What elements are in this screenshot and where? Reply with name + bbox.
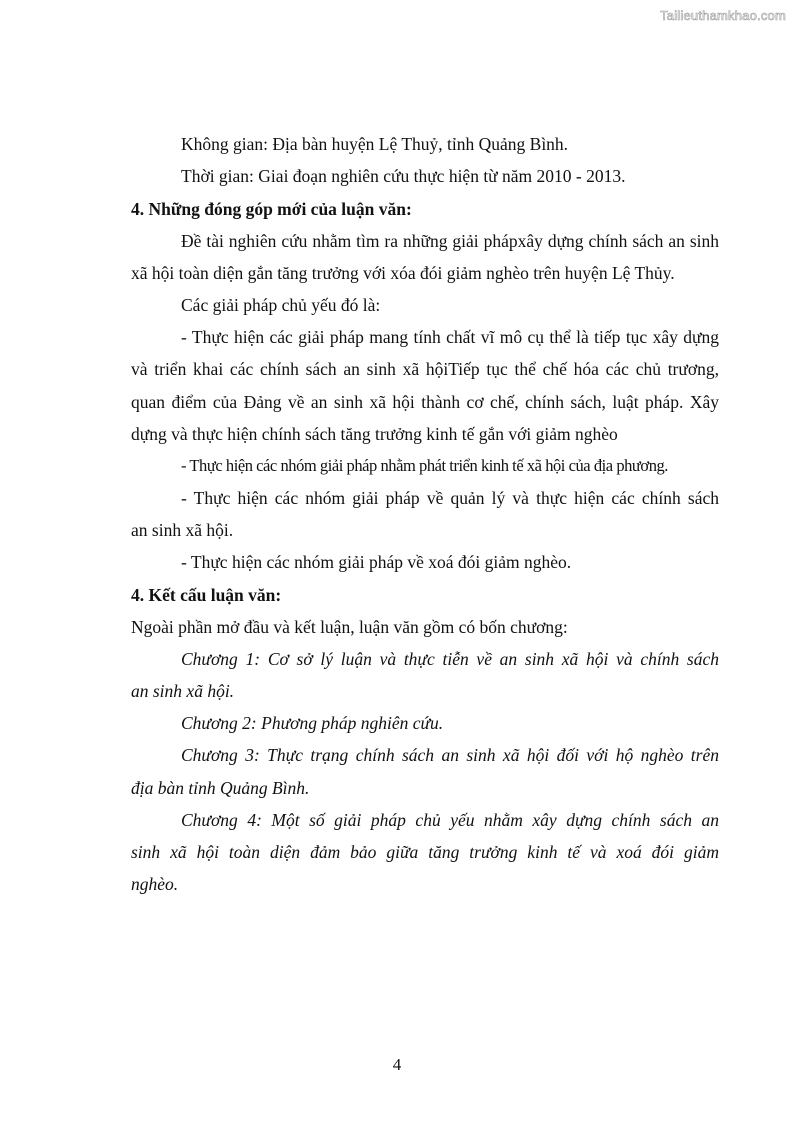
structure-heading: 4. Kết cấu luận văn: [131,585,282,605]
bullet1-line-2: và triển khai các chính sách an sinh xã hộiTiếp tục thể chế hóa các chủ trương, [131,359,719,379]
chapter4-line-2: sinh xã hội toàn diện đảm bảo giữa tăng trưởng kinh tế và xoá đói giảm [131,842,719,862]
chapter3-line-2: địa bàn tỉnh Quảng Bình. [131,778,310,798]
bullet3-line-1: - Thực hiện các nhóm giải pháp về quản lý và thực hiện các chính sách [181,488,719,508]
chapter2: Chương 2: Phương pháp nghiên cứu. [181,713,444,733]
bullet3-line-2: an sinh xã hội. [131,520,234,540]
contributions-intro-line-2: xã hội toàn diện gắn tăng trưởng với xóa đói giảm nghèo trên huyện Lệ Thủy. [131,263,675,283]
scope-time: Thời gian: Giai đoạn nghiên cứu thực hiện từ năm 2010 - 2013. [181,166,626,186]
bullet1-line-1: - Thực hiện các giải pháp mang tính chất vĩ mô cụ thể là tiếp tục xây dựng [181,327,719,347]
chapter1-line-2: an sinh xã hội. [131,681,235,701]
watermark: Tailieuthamkhao.com [660,8,786,23]
scope-space: Không gian: Địa bàn huyện Lệ Thuỷ, tỉnh Quảng Bình. [181,134,569,154]
contributions-heading: 4. Những đóng góp mới của luận văn: [131,199,412,219]
structure-intro: Ngoài phần mở đầu và kết luận, luận văn gồm có bốn chương: [131,617,568,637]
chapter4-line-3: nghèo. [131,874,179,894]
chapter1-line-1: Chương 1: Cơ sở lý luận và thực tiễn về an sinh xã hội và chính sách [181,649,719,669]
chapter4-line-1: Chương 4: Một số giải pháp chủ yếu nhằm xây dựng chính sách an [181,810,719,830]
chapter3-line-1: Chương 3: Thực trạng chính sách an sinh xã hội đối với hộ nghèo trên [181,745,719,765]
bullet1-line-3: quan điểm của Đảng về an sinh xã hội thành cơ chế, chính sách, luật pháp. Xây [131,392,719,412]
solutions-intro: Các giải pháp chủ yếu đó là: [181,295,381,315]
bullet4: - Thực hiện các nhóm giải pháp về xoá đói giảm nghèo. [181,552,572,572]
bullet1-line-4: dựng và thực hiện chính sách tăng trưởng kinh tế gắn với giảm nghèo [131,424,618,444]
contributions-intro-line-1: Đề tài nghiên cứu nhằm tìm ra những giải phápxây dựng chính sách an sinh [181,231,719,251]
page-number: 4 [392,1055,402,1074]
bullet2: - Thực hiện các nhóm giải pháp nhằm phát triển kinh tế xã hội của địa phương. [181,456,668,475]
